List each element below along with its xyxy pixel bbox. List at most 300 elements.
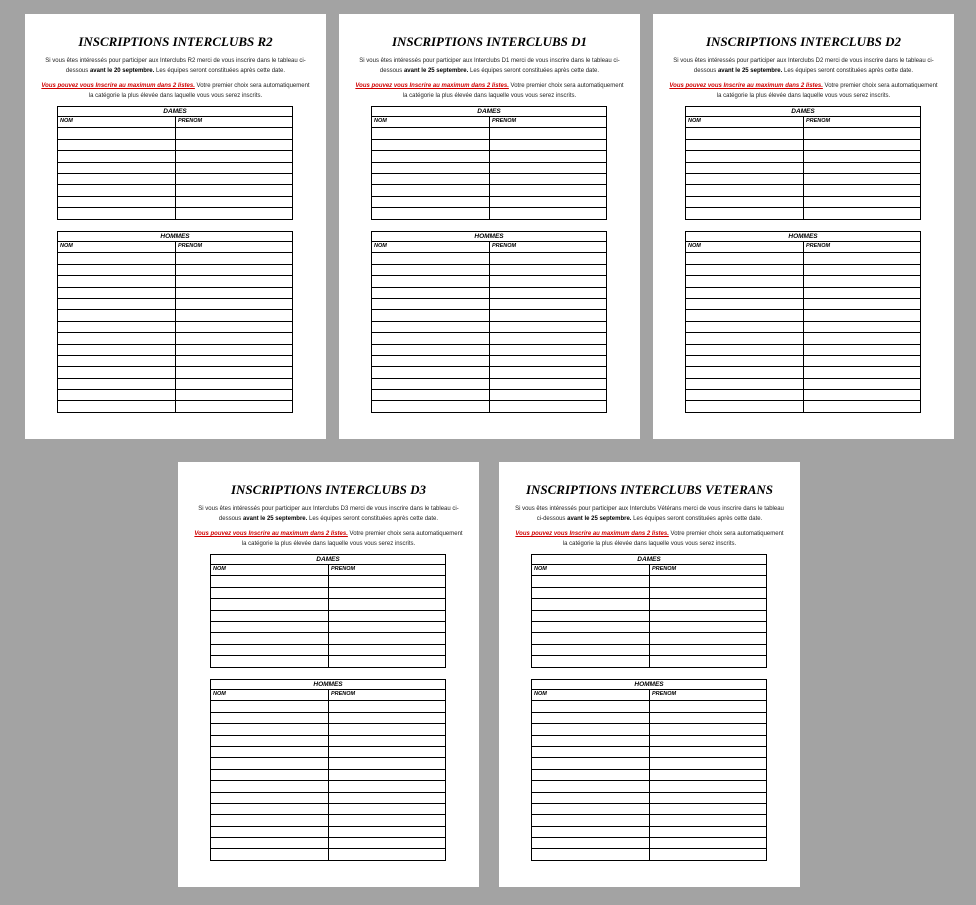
table-row — [58, 140, 292, 151]
col-nom: NOM — [534, 566, 547, 572]
prenom-cell — [175, 345, 292, 355]
table-row — [58, 379, 292, 390]
table-row — [532, 804, 766, 815]
table-row — [372, 151, 606, 162]
table-row — [58, 310, 292, 321]
nom-cell — [686, 185, 803, 195]
page-title: INSCRIPTIONS INTERCLUBS D1 — [391, 34, 588, 49]
nom-cell — [372, 276, 489, 286]
nom-cell — [211, 758, 328, 768]
prenom-cell — [649, 793, 766, 803]
prenom-cell — [328, 633, 445, 643]
prenom-cell — [328, 713, 445, 723]
nom-cell — [686, 151, 803, 161]
nom-cell — [211, 736, 328, 746]
prenom-cell — [328, 724, 445, 734]
table-row — [211, 815, 445, 826]
table-row — [686, 151, 920, 162]
column-headers — [372, 242, 606, 253]
nom-cell — [372, 128, 489, 138]
table-row — [211, 827, 445, 838]
nom-cell — [58, 140, 175, 150]
intro-text: Si vous êtes intéressés pour participer aux Interclubs D2 merci de vous inscrire dans le tableau ci-dessous avant le 25 septembre. Les équipes seront constituées après cette date. — [673, 58, 934, 74]
nom-cell — [686, 253, 803, 263]
table-row — [372, 367, 606, 378]
nom-cell — [532, 781, 649, 791]
prenom-cell — [328, 758, 445, 768]
nom-cell — [532, 701, 649, 711]
prenom-cell — [328, 827, 445, 837]
table-row — [211, 758, 445, 769]
nom-cell — [372, 185, 489, 195]
table-row — [211, 622, 445, 633]
table-row — [372, 174, 606, 185]
nom-cell — [58, 265, 175, 275]
nom-cell — [532, 747, 649, 757]
nom-cell — [58, 253, 175, 263]
table-row — [532, 815, 766, 826]
prenom-cell — [328, 747, 445, 757]
table-row — [58, 253, 292, 264]
prenom-cell — [803, 356, 920, 366]
table-row — [58, 208, 292, 219]
nom-cell — [211, 599, 328, 609]
table-row — [372, 322, 606, 333]
table-row — [532, 588, 766, 599]
page-title: INSCRIPTIONS INTERCLUBS R2 — [78, 34, 273, 49]
column-headers — [58, 117, 292, 128]
table-row — [58, 345, 292, 356]
prenom-cell — [175, 140, 292, 150]
col-nom: NOM — [374, 118, 387, 124]
prenom-cell — [803, 140, 920, 150]
nom-cell — [58, 310, 175, 320]
nom-cell — [532, 793, 649, 803]
table-row — [372, 185, 606, 196]
nom-cell — [532, 611, 649, 621]
prenom-cell — [649, 713, 766, 723]
nom-cell — [686, 333, 803, 343]
nom-cell — [58, 345, 175, 355]
nom-cell — [58, 151, 175, 161]
prenom-cell — [328, 622, 445, 632]
nom-cell — [58, 163, 175, 173]
table-row — [211, 770, 445, 781]
nom-cell — [58, 208, 175, 218]
prenom-cell — [328, 838, 445, 848]
table-row — [686, 401, 920, 412]
table-row — [686, 185, 920, 196]
prenom-cell — [175, 265, 292, 275]
prenom-cell — [649, 804, 766, 814]
table-row — [58, 265, 292, 276]
table-row — [686, 345, 920, 356]
nom-cell — [211, 622, 328, 632]
table-row — [211, 713, 445, 724]
prenom-cell — [649, 736, 766, 746]
prenom-cell — [803, 345, 920, 355]
prenom-cell — [803, 197, 920, 207]
nom-cell — [58, 356, 175, 366]
table-row — [532, 827, 766, 838]
nom-cell — [532, 622, 649, 632]
table-row — [372, 140, 606, 151]
prenom-cell — [803, 333, 920, 343]
table-row — [211, 633, 445, 644]
table-row — [686, 379, 920, 390]
nom-cell — [686, 367, 803, 377]
col-prenom: PRENOM — [328, 565, 445, 575]
dames-header: DAMES — [211, 555, 445, 565]
table-row — [211, 588, 445, 599]
prenom-cell — [489, 140, 606, 150]
prenom-cell — [803, 128, 920, 138]
prenom-cell — [328, 701, 445, 711]
prenom-cell — [175, 208, 292, 218]
nom-cell — [211, 781, 328, 791]
nom-cell — [211, 827, 328, 837]
nom-cell — [58, 128, 175, 138]
col-prenom: PRENOM — [489, 117, 606, 127]
prenom-cell — [649, 849, 766, 859]
prenom-cell — [649, 622, 766, 632]
nom-cell — [372, 367, 489, 377]
nom-cell — [211, 713, 328, 723]
prenom-cell — [175, 367, 292, 377]
prenom-cell — [803, 163, 920, 173]
hommes-header: HOMMES — [532, 680, 766, 690]
nom-cell — [372, 265, 489, 275]
table-row — [211, 736, 445, 747]
sheet-veterans — [499, 462, 800, 887]
nom-cell — [372, 299, 489, 309]
table-row — [532, 656, 766, 667]
prenom-cell — [175, 197, 292, 207]
prenom-cell — [649, 781, 766, 791]
column-headers — [686, 242, 920, 253]
nom-cell — [211, 611, 328, 621]
prenom-cell — [649, 645, 766, 655]
nom-cell — [58, 197, 175, 207]
prenom-cell — [175, 185, 292, 195]
table-row — [211, 656, 445, 667]
table-row — [686, 163, 920, 174]
prenom-cell — [175, 333, 292, 343]
table-row — [686, 208, 920, 219]
table-row — [372, 208, 606, 219]
table-row — [211, 849, 445, 860]
nom-cell — [58, 174, 175, 184]
col-prenom: PRENOM — [803, 117, 920, 127]
prenom-cell — [803, 288, 920, 298]
nom-cell — [58, 276, 175, 286]
nom-cell — [686, 208, 803, 218]
col-prenom: PRENOM — [175, 117, 292, 127]
dames-table — [210, 554, 446, 668]
table-row — [372, 356, 606, 367]
col-prenom: PRENOM — [803, 242, 920, 252]
nom-cell — [532, 588, 649, 598]
prenom-cell — [649, 633, 766, 643]
nom-cell — [372, 208, 489, 218]
table-row — [211, 747, 445, 758]
col-nom: NOM — [374, 243, 387, 249]
dames-table — [371, 106, 607, 220]
hommes-header: HOMMES — [686, 232, 920, 242]
prenom-cell — [175, 379, 292, 389]
nom-cell — [532, 645, 649, 655]
prenom-cell — [175, 163, 292, 173]
nom-cell — [532, 576, 649, 586]
page-title: INSCRIPTIONS INTERCLUBS D2 — [705, 34, 902, 49]
intro-text: Si vous êtes intéressés pour participer aux Interclubs R2 merci de vous inscrire dans le tableau ci-dessous avant le 20 septembre. Les équipes seront constituées après cette date. — [45, 58, 306, 74]
prenom-cell — [489, 322, 606, 332]
table-row — [686, 299, 920, 310]
prenom-cell — [328, 804, 445, 814]
prenom-cell — [803, 322, 920, 332]
table-row — [532, 713, 766, 724]
nom-cell — [211, 633, 328, 643]
prenom-cell — [175, 356, 292, 366]
table-row — [532, 633, 766, 644]
nom-cell — [372, 379, 489, 389]
col-nom: NOM — [213, 691, 226, 697]
nom-cell — [211, 724, 328, 734]
table-row — [372, 345, 606, 356]
hommes-table — [210, 679, 446, 861]
hommes-header: HOMMES — [211, 680, 445, 690]
table-row — [372, 333, 606, 344]
prenom-cell — [175, 322, 292, 332]
table-row — [58, 401, 292, 412]
table-row — [58, 356, 292, 367]
hommes-header: HOMMES — [58, 232, 292, 242]
nom-cell — [686, 163, 803, 173]
table-row — [372, 128, 606, 139]
table-row — [211, 576, 445, 587]
prenom-cell — [803, 253, 920, 263]
table-row — [532, 622, 766, 633]
nom-cell — [372, 140, 489, 150]
nom-cell — [532, 849, 649, 859]
column-headers — [211, 690, 445, 701]
table-row — [532, 781, 766, 792]
table-row — [211, 781, 445, 792]
table-row — [372, 288, 606, 299]
hommes-table — [685, 231, 921, 413]
nom-cell — [686, 322, 803, 332]
prenom-cell — [489, 185, 606, 195]
prenom-cell — [649, 611, 766, 621]
nom-cell — [372, 333, 489, 343]
prenom-cell — [175, 390, 292, 400]
table-row — [532, 576, 766, 587]
hommes-table — [371, 231, 607, 413]
nom-cell — [58, 390, 175, 400]
prenom-cell — [328, 645, 445, 655]
note-text: Vous pouvez vous Inscrire au maximum dans 2 listes. Votre premier choix sera automatiquement la catégorie la plus élevée dans laquelle vous vous serez inscrits. — [515, 531, 784, 547]
nom-cell — [686, 265, 803, 275]
nom-cell — [532, 815, 649, 825]
prenom-cell — [489, 174, 606, 184]
table-row — [686, 128, 920, 139]
nom-cell — [532, 633, 649, 643]
prenom-cell — [649, 656, 766, 666]
table-row — [372, 401, 606, 412]
nom-cell — [686, 299, 803, 309]
prenom-cell — [175, 288, 292, 298]
prenom-cell — [649, 758, 766, 768]
table-row — [532, 747, 766, 758]
nom-cell — [372, 356, 489, 366]
page-title: INSCRIPTIONS INTERCLUBS VETERANS — [525, 482, 774, 497]
nom-cell — [211, 770, 328, 780]
table-row — [58, 367, 292, 378]
table-row — [211, 793, 445, 804]
prenom-cell — [489, 151, 606, 161]
prenom-cell — [649, 838, 766, 848]
nom-cell — [211, 656, 328, 666]
table-row — [532, 701, 766, 712]
prenom-cell — [803, 174, 920, 184]
col-prenom: PRENOM — [489, 242, 606, 252]
prenom-cell — [489, 276, 606, 286]
prenom-cell — [649, 724, 766, 734]
table-row — [372, 265, 606, 276]
prenom-cell — [489, 356, 606, 366]
table-row — [372, 390, 606, 401]
column-headers — [58, 242, 292, 253]
nom-cell — [532, 838, 649, 848]
prenom-cell — [649, 747, 766, 757]
prenom-cell — [489, 390, 606, 400]
nom-cell — [58, 367, 175, 377]
dames-table — [685, 106, 921, 220]
nom-cell — [532, 758, 649, 768]
nom-cell — [532, 804, 649, 814]
prenom-cell — [489, 345, 606, 355]
prenom-cell — [328, 770, 445, 780]
prenom-cell — [175, 174, 292, 184]
table-row — [686, 322, 920, 333]
hommes-table — [531, 679, 767, 861]
prenom-cell — [328, 815, 445, 825]
table-row — [372, 379, 606, 390]
col-nom: NOM — [60, 118, 73, 124]
hommes-header: HOMMES — [372, 232, 606, 242]
prenom-cell — [328, 599, 445, 609]
prenom-cell — [803, 151, 920, 161]
column-headers — [686, 117, 920, 128]
note-text: Vous pouvez vous Inscrire au maximum dans 2 listes. Votre premier choix sera automatiquement la catégorie la plus élevée dans laquelle vous vous serez inscrits. — [194, 531, 463, 547]
intro-text: Si vous êtes intéressés pour participer aux Interclubs Vétérans merci de vous inscrire dans le tableau ci-dessous avant le 25 septembre. Les équipes seront constituées après cette date. — [515, 506, 784, 522]
prenom-cell — [328, 576, 445, 586]
table-row — [211, 599, 445, 610]
prenom-cell — [489, 163, 606, 173]
table-row — [211, 611, 445, 622]
prenom-cell — [803, 401, 920, 411]
table-row — [686, 367, 920, 378]
nom-cell — [532, 656, 649, 666]
nom-cell — [58, 288, 175, 298]
prenom-cell — [175, 151, 292, 161]
nom-cell — [58, 333, 175, 343]
nom-cell — [58, 185, 175, 195]
prenom-cell — [803, 299, 920, 309]
prenom-cell — [489, 197, 606, 207]
dames-header: DAMES — [58, 107, 292, 117]
nom-cell — [211, 645, 328, 655]
col-nom: NOM — [688, 243, 701, 249]
prenom-cell — [803, 379, 920, 389]
nom-cell — [686, 288, 803, 298]
table-row — [686, 288, 920, 299]
nom-cell — [686, 276, 803, 286]
nom-cell — [532, 713, 649, 723]
table-row — [686, 265, 920, 276]
nom-cell — [372, 151, 489, 161]
prenom-cell — [175, 401, 292, 411]
nom-cell — [372, 401, 489, 411]
prenom-cell — [649, 701, 766, 711]
column-headers — [532, 690, 766, 701]
nom-cell — [686, 310, 803, 320]
prenom-cell — [489, 265, 606, 275]
table-row — [532, 838, 766, 849]
table-row — [686, 276, 920, 287]
table-row — [372, 197, 606, 208]
table-row — [686, 140, 920, 151]
prenom-cell — [328, 793, 445, 803]
prenom-cell — [489, 299, 606, 309]
nom-cell — [211, 701, 328, 711]
prenom-cell — [649, 815, 766, 825]
nom-cell — [686, 197, 803, 207]
table-row — [211, 724, 445, 735]
sheet-d3 — [178, 462, 479, 887]
nom-cell — [372, 390, 489, 400]
prenom-cell — [175, 128, 292, 138]
col-prenom: PRENOM — [649, 690, 766, 700]
prenom-cell — [175, 299, 292, 309]
table-row — [686, 253, 920, 264]
nom-cell — [686, 401, 803, 411]
page-title: INSCRIPTIONS INTERCLUBS D3 — [230, 482, 427, 497]
prenom-cell — [175, 310, 292, 320]
nom-cell — [211, 793, 328, 803]
dames-table — [531, 554, 767, 668]
nom-cell — [686, 174, 803, 184]
nom-cell — [372, 253, 489, 263]
prenom-cell — [328, 849, 445, 859]
nom-cell — [686, 128, 803, 138]
nom-cell — [211, 588, 328, 598]
table-row — [58, 276, 292, 287]
nom-cell — [686, 345, 803, 355]
nom-cell — [532, 736, 649, 746]
nom-cell — [58, 379, 175, 389]
sheet-r2 — [25, 14, 326, 439]
table-row — [532, 793, 766, 804]
prenom-cell — [328, 656, 445, 666]
nom-cell — [686, 390, 803, 400]
col-prenom: PRENOM — [175, 242, 292, 252]
col-nom: NOM — [213, 566, 226, 572]
nom-cell — [211, 747, 328, 757]
table-row — [686, 356, 920, 367]
table-row — [58, 197, 292, 208]
nom-cell — [211, 815, 328, 825]
